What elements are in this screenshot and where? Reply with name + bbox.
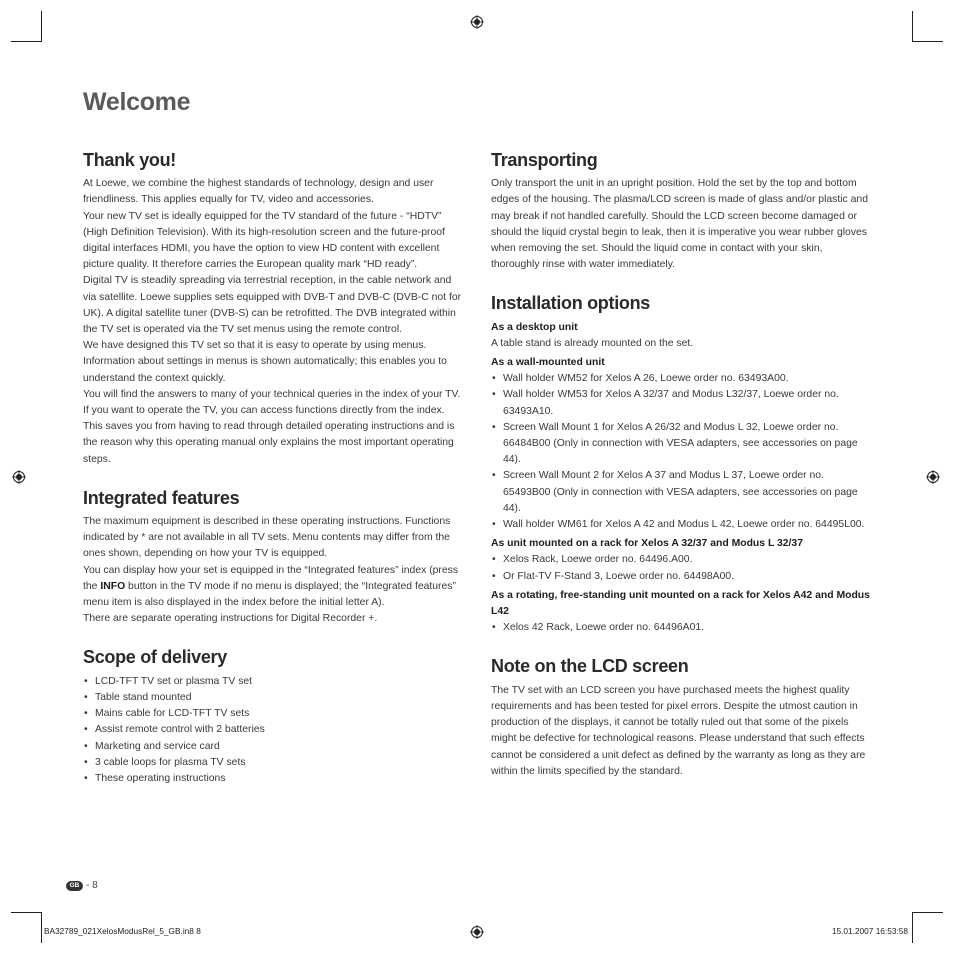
section-heading: Installation options — [491, 293, 650, 314]
paragraph: Only transport the unit in an upright position. Hold the set by the top and bottom edges of the housing. The plasma/LCD screen is made of glass and/or plastic and may break if not handled carefully. Should the LCD screen become damaged or should the liquid crystal begin to leak, then it is imperative you wear rubber gloves when removing the set. Should the liquid come in contact with your skin, thoroughly rinse with water immediately. — [491, 178, 868, 271]
section-heading: Integrated features — [83, 487, 240, 508]
list-item: • Or Flat-TV F-Stand 3, Loewe order no. 64498A00. — [491, 569, 873, 585]
page-number-text: - 8 — [86, 880, 98, 891]
list-item: • LCD-TFT TV set or plasma TV set — [83, 674, 463, 690]
rotating-rack-list — [491, 620, 873, 636]
text-run: You can display how your set is equipped in the “Integrated features” index (press the — [83, 564, 459, 592]
section-heading: Transporting — [491, 150, 598, 170]
lcd-note-section — [491, 658, 873, 779]
page-title: Welcome — [83, 88, 191, 116]
scope-of-delivery-section — [83, 649, 463, 787]
wall-mount-list — [491, 371, 873, 533]
list-item: • Table stand mounted — [83, 690, 463, 706]
paragraph: The TV set with an LCD screen you have purchased meets the highest quality requirements and has been tested for pixel errors. Despite the utmost caution in production of the displays, it cannot be totally ruled out that some of the pixels might be defective for technological reasons. Please understand that such effects cannot be considered a unit defect as defined by the warranty as long as they are within the limits specified by the standard. — [491, 684, 866, 777]
info-button-label: INFO — [100, 580, 126, 592]
footer-filename: BA32789_021XelosModusRel_5_GB.in8 8 — [44, 926, 201, 936]
delivery-list — [83, 674, 463, 787]
crop-mark — [11, 912, 42, 913]
section-heading: Scope of delivery — [83, 647, 227, 668]
paragraph: We have designed this TV set so that it is easy to operate by using menus. Information about settings in menus is shown automatically; this enables you to understand the context quickly. — [83, 340, 447, 384]
subheading: As a desktop unit — [491, 321, 578, 333]
registration-mark-icon — [470, 925, 484, 939]
crop-mark — [912, 11, 913, 42]
transporting-section — [491, 152, 873, 273]
subheading: As a wall-mounted unit — [491, 357, 605, 369]
list-item: • Wall holder WM53 for Xelos A 32/37 and Modus L32/37, Loewe order no. 63493A10. — [491, 387, 873, 419]
left-column — [83, 152, 463, 809]
footer-timestamp: 15.01.2007 16:53:58 — [831, 926, 908, 936]
right-column — [491, 152, 873, 802]
list-item: • Marketing and service card — [83, 739, 463, 755]
paragraph: Your new TV set is ideally equipped for the TV standard of the future - “HDTV” (High Definition Television). With its high-resolution screen and the future-proof digital interfaces HDMI, you have the option to view HD content with excellent picture quality. It therefore carries the European quality mark “HD ready”. — [83, 210, 445, 271]
list-item: • These operating instructions — [83, 771, 463, 787]
crop-mark — [41, 11, 42, 42]
list-item: • Xelos 42 Rack, Loewe order no. 64496A01. — [491, 620, 873, 636]
crop-mark — [41, 912, 42, 943]
integrated-features-section — [83, 487, 463, 628]
installation-options-section — [491, 295, 873, 636]
gb-language-badge: GB — [66, 881, 83, 891]
paragraph: At Loewe, we combine the highest standards of technology, design and user friendliness. This applies equally for TV, video and accessories. — [83, 178, 434, 206]
thank-you-section — [83, 152, 463, 468]
crop-mark — [912, 41, 943, 42]
paragraph: A table stand is already mounted on the set. — [491, 337, 694, 349]
crop-mark — [912, 912, 943, 913]
paragraph — [83, 563, 463, 612]
subheading: As a rotating, free-standing unit mounted on a rack for Xelos A42 and Modus L42 — [491, 589, 870, 618]
paragraph: Digital TV is steadily spreading via terrestrial reception, in the cable network and via satellite. Loewe supplies sets equipped with DVB-T and DVB-C (DVB-C not for UK). A digital satellite tuner (DVB-S) can be retrofitted. The DVB integrated within the TV set is operated via the TV set menus using the remote control. — [83, 275, 462, 336]
paragraph: There are separate operating instructions for Digital Recorder +. — [83, 613, 378, 625]
registration-mark-icon — [470, 15, 484, 29]
list-item: • 3 cable loops for plasma TV sets — [83, 755, 463, 771]
paragraph: The maximum equipment is described in these operating instructions. Functions indicated by * are not available in all TV sets. Menu contents may differ from the ones shown, depending on how your TV is equipped. — [83, 516, 451, 560]
list-item: • Wall holder WM61 for Xelos A 42 and Modus L 42, Loewe order no. 64495L00. — [491, 517, 873, 533]
text-run: button in the TV mode if no menu is displayed; the “Integrated features” menu item is also displayed in the index before the initial letter A). — [83, 580, 456, 609]
page-number — [66, 880, 98, 891]
registration-mark-icon — [12, 470, 26, 484]
list-item: • Xelos Rack, Loewe order no. 64496.A00. — [491, 552, 873, 568]
rack-list — [491, 552, 873, 584]
crop-mark — [11, 41, 42, 42]
subheading: As unit mounted on a rack for Xelos A 32/37 and Modus L 32/37 — [491, 538, 803, 550]
section-heading: Note on the LCD screen — [491, 656, 689, 677]
list-item: • Mains cable for LCD-TFT TV sets — [83, 706, 463, 722]
section-heading: Thank you! — [83, 150, 177, 170]
list-item: • Wall holder WM52 for Xelos A 26, Loewe order no. 63493A00. — [491, 371, 873, 387]
list-item: • Assist remote control with 2 batteries — [83, 722, 463, 738]
list-item: • Screen Wall Mount 1 for Xelos A 26/32 and Modus L 32, Loewe order no. 66484B00 (Only in connection with VESA adapters, see accessories on page 44). — [491, 420, 873, 469]
list-item: • Screen Wall Mount 2 for Xelos A 37 and Modus L 37, Loewe order no. 65493B00 (Only in connection with VESA adapters, see accessories on page 44). — [491, 468, 873, 517]
registration-mark-icon — [926, 470, 940, 484]
paragraph: You will find the answers to many of your technical queries in the index of your TV. If you want to operate the TV, you can access functions directly from the index. This saves you from having to read through detailed operating instructions and is the reason why this operating manual only explains the most important operating steps. — [83, 388, 461, 465]
crop-mark — [912, 912, 913, 943]
